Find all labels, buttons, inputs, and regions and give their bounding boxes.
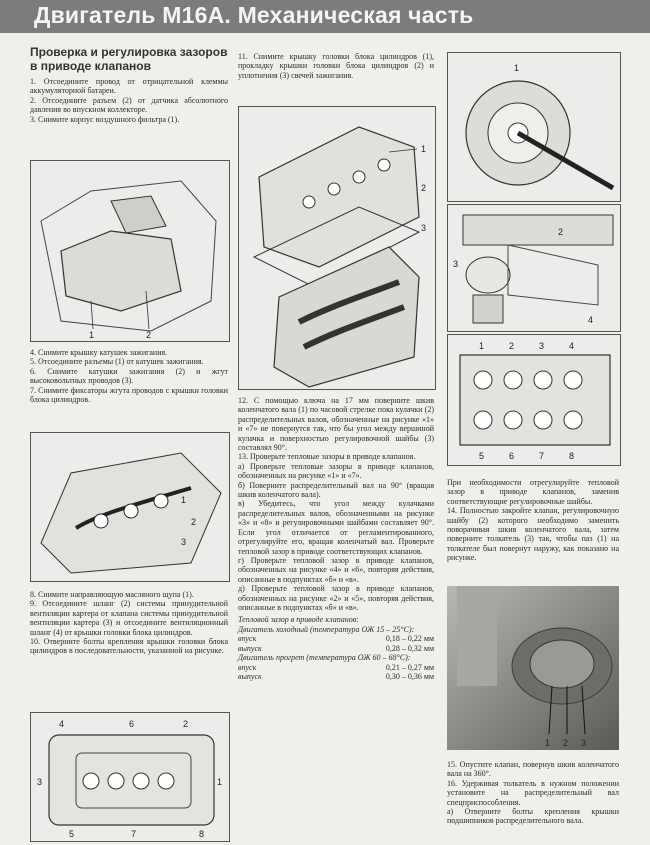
step-13v: в) Убедитесь, что угол между кулачками распределительных валов, обозначенными на рисунке «3» и «8» и регулировочными шайбами составляет 90°. Если угол отличается от регламентированного, отрегулируйте его, вращая коленчатый вал. Проверьте тепловой зазор в приводе соответствующих клапанов. (238, 499, 434, 556)
step-13: 13. Проверьте тепловые зазоры в приводе клапанов. (238, 452, 416, 462)
fig-label-8c: 8 (199, 829, 205, 839)
spec-hot-exhaust-label: выпуск (238, 672, 262, 682)
step-9: 9. Отсоедините шланг (2) системы принудительной вентиляции картера от клапана системы принудительной вентиляции картера (3) и отсоедините вентиляционный шланг (4) от крышки головки блока цилиндров. (30, 599, 228, 637)
spec-hot-intake-value: 0,21 – 0,27 мм (385, 662, 434, 672)
fig-label-1d: 1 (421, 144, 427, 154)
step-16a: а) Отверните болты крепления крышки подшипников распределительного вала. (447, 807, 619, 826)
spec-cold-exhaust-label: выпуск (238, 643, 262, 653)
step-13d: д) Проверьте тепловой зазор в приводе клапанов, обозначенных на рисунке «2» и «5», повторяя действия, описанные в подпунктах «б» и «в». (238, 584, 434, 612)
fig-label-1g: 1 (479, 341, 485, 351)
spec-cold-intake-label: впуск (238, 634, 257, 644)
spec-hot-intake-label: впуск (238, 662, 257, 672)
fig-label-2b: 2 (191, 517, 197, 527)
section-heading: Проверка и регулировка зазоров в приводе клапанов (30, 45, 228, 73)
fig-label-4c: 4 (59, 719, 65, 729)
fig-label-2f: 2 (558, 227, 564, 237)
column-2-step-11 (238, 52, 434, 80)
step-13a: а) Проверьте тепловые зазоры в приводе клапанов, обозначенных на рисунке «1» и «7». (238, 461, 434, 481)
spec-hot-exhaust-value: 0,30 – 0,36 мм (385, 672, 434, 682)
step-7: 7. Снимите фиксаторы жгута проводов с крышки головки блока цилиндров. (30, 385, 228, 405)
fig-label-3c: 3 (37, 777, 43, 787)
step-2: 2. Отсоедините разъем (2) от датчика абсолютного давления во впускном коллекторе. (30, 95, 228, 115)
figure-ignition-coils (30, 432, 230, 582)
fig-label-1: 1 (89, 330, 95, 340)
column-3-steps-15-16 (447, 760, 619, 826)
spec-cold-exhaust-value: 0,28 – 0,32 мм (385, 643, 434, 653)
figure-bolt-sequence (30, 712, 230, 842)
step-14: 14. Полностью закройте клапан, регулировочную шайбу (2) которого необходимо заменить поворачивая шкив коленчатого вала, затем поверните толкатель (3) так, чтобы паз (1) на толкателе был повернут наружу, как показано на рисунке. (447, 506, 619, 563)
step-4: 4. Снимите крышку катушек зажигания. (30, 348, 168, 357)
column-1 (30, 46, 228, 124)
fig-label-5g: 5 (479, 451, 485, 461)
column-1-steps-4-7 (30, 348, 228, 404)
fig-label-7g: 7 (539, 451, 545, 461)
adjust-paragraph: При необходимости отрегулируйте тепловой зазор в приводе клапанов, заменив соответствующие регулировочные шайбы. (447, 478, 619, 506)
fig-label-3f: 3 (453, 259, 459, 269)
spec-hot-label: Двигатель прогрет (температура ОЖ 60 – 68°C): (238, 653, 411, 663)
column-3-text (447, 478, 619, 563)
fig-label-3h: 3 (581, 738, 587, 748)
fig-label-2c: 2 (183, 719, 189, 729)
step-10: 10. Отверните болты крепления крышки головки блока цилиндров в последовательности, указанной на рисунке. (30, 637, 228, 656)
spec-cold-intake-value: 0,18 – 0,22 мм (385, 634, 434, 644)
column-1-steps-8-10 (30, 590, 228, 656)
figure-cylinder-head-cover (238, 106, 436, 390)
fig-label-4f: 4 (588, 315, 594, 325)
step-6: 6. Снимите катушки зажигания (2) и жгут высоковольтных проводов (3). (30, 366, 228, 386)
fig-label-3d: 3 (421, 223, 427, 233)
fig-label-1e: 1 (514, 63, 520, 73)
fig-label-2d: 2 (421, 183, 427, 193)
step-13g: г) Проверьте тепловой зазор в приводе клапанов, обозначенных на рисунке «4» и «6», повторяя действия, описанные в подпунктах «б» и «в». (238, 555, 434, 584)
fig-label-2: 2 (146, 330, 152, 340)
spec-hot-table (238, 663, 434, 682)
fig-label-8g: 8 (569, 451, 575, 461)
fig-label-5c: 5 (69, 829, 75, 839)
fig-label-4g: 4 (569, 341, 575, 351)
fig-label-1c: 1 (217, 777, 223, 787)
step-5: 5. Отсоедините разъемы (1) от катушек зажигания. (30, 357, 204, 367)
fig-label-3b: 3 (181, 537, 187, 547)
figure-air-filter (30, 160, 230, 342)
fig-label-1h: 1 (545, 738, 551, 748)
fig-label-6c: 6 (129, 719, 135, 729)
fig-label-2g: 2 (509, 341, 515, 351)
fig-label-2h: 2 (563, 738, 569, 748)
spec-cold-table (238, 634, 434, 653)
fig-label-7c: 7 (131, 829, 137, 839)
spec-title: Тепловой зазор в приводе клапанов: (238, 615, 359, 625)
step-11: 11. Снимите крышку головки блока цилиндров (1), прокладку крышки головки блока цилиндров (2) и уплотнения (3) свечей зажигания. (238, 52, 434, 80)
page-title: Двигатель M16A. Механическая часть (34, 2, 474, 28)
step-1: 1. Отсоедините провод от отрицательной клеммы аккумуляторной батареи. (30, 77, 228, 96)
step-16: 16. Удерживая толкатель в нужном положении установите на распределительный вал спецприспособления. (447, 778, 619, 807)
page-banner (0, 0, 650, 33)
figure-valve-positions (447, 334, 621, 466)
figure-crankshaft-pulley (447, 52, 621, 202)
step-8: 8. Снимите направляющую масляного щупа (1). (30, 590, 194, 599)
step-12: 12. С помощью ключа на 17 мм поверните шкив коленчатого вала (1) по часовой стрелке пока кулачки (2) распределительных валов, обозначенные на рисунке «1» и «7» не повернутся так, что бы угол между вершиной кулачка и поверхностью регулировочной шайбы (3) составлял 90°. (238, 396, 434, 453)
figure-camshaft-lobes (447, 204, 621, 332)
column-2-steps-12-13 (238, 396, 434, 682)
step-15: 15. Опустите клапан, повернув шкив коленчатого вала на 360°. (447, 760, 619, 779)
photo-tappet (447, 586, 619, 750)
fig-label-1b: 1 (181, 495, 187, 505)
fig-label-3g: 3 (539, 341, 545, 351)
spec-cold-label: Двигатель холодный (температура ОЖ 15 – 25°C): (238, 624, 415, 634)
fig-label-6g: 6 (509, 451, 515, 461)
step-13b: б) Поверните распределительный вал на 90° (вращая шкив коленчатого вала). (238, 480, 434, 500)
step-3: 3. Снимите корпус воздушного фильтра (1). (30, 114, 180, 124)
